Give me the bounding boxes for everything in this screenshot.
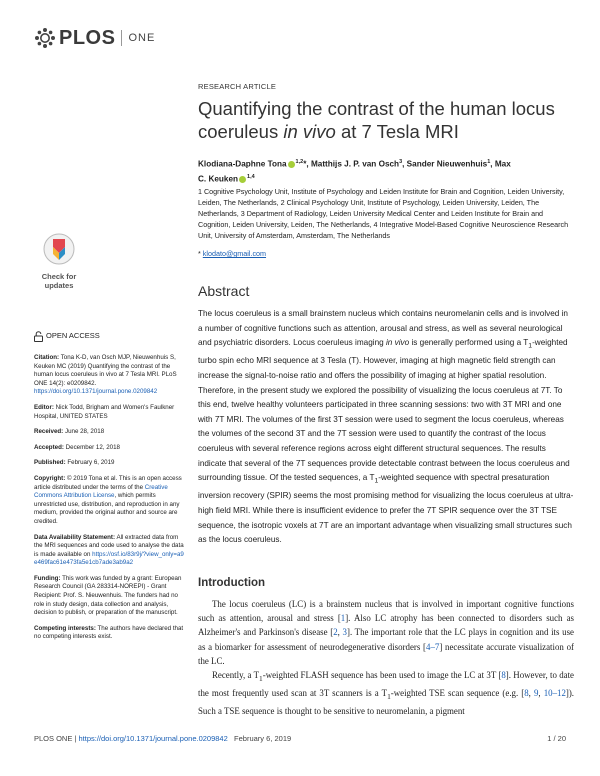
corresponding-email: * klodato@gmail.com — [198, 249, 267, 258]
ref-link[interactable]: 8 — [501, 670, 506, 681]
check-updates-icon — [43, 233, 75, 265]
data-link[interactable]: https://osf.io/83r9j/?view_only=a9e469fac61e473fa5e1cb7ade3ab9a2 — [34, 550, 184, 567]
ref-link[interactable]: 9 — [533, 688, 539, 698]
introduction-heading: Introduction — [198, 577, 266, 589]
orcid-icon[interactable] — [239, 176, 246, 183]
logo-divider — [121, 30, 122, 46]
footer-doi-link[interactable]: https://doi.org/10.1371/journal.pone.0209842 — [78, 734, 228, 743]
plos-one-logo — [34, 26, 155, 50]
footer-journal: PLOS ONE — [34, 734, 73, 743]
email-link[interactable]: klodato@gmail.com — [202, 249, 267, 258]
ref-link[interactable]: 2 — [333, 627, 338, 638]
affiliations: 1 Cognitive Psychology Unit, Institute of Psychology and Leiden Institute for Brain and Cognition, Leiden University, Leiden, The Netherlands, 2 Clinical Psychology Unit, Institute of Psychology, Leiden University, Leiden, The Netherlands, 3 Department of Radiology, Leiden University Medical Center and Leiden Institute for Brain and Cognition, Leiden University, Leiden, The Netherlands, 4 Integrative Model-Based Cognitive Neuroscience Research Unit, University of Amsterdam, Amsterdam, The Netherlands — [198, 187, 569, 240]
data-availability-block: Data Availability Statement: All extracted data from the MRI sequences and code used to analyse the data is made available on https://osf.io/83r9j/?view_only=a9e469fac61e473fa5e1cb7ade3ab9a2 — [34, 533, 184, 567]
author-name[interactable]: , Matthijs J. P. van Osch — [306, 159, 400, 169]
copyright-block: Copyright: © 2019 Tona et al. This is an open access article distributed under the terms of the Creative Commons Attribution License, which permits unrestricted use, distribution, and reproduction in any medium, provided the original author and source are credited. — [34, 474, 182, 525]
accepted-date: Accepted: December 12, 2018 — [34, 443, 121, 451]
plos-logo-icon — [34, 27, 56, 49]
author-name[interactable]: , Sander Nieuwenhuis — [402, 159, 488, 169]
published-date: Published: February 6, 2019 — [34, 459, 115, 467]
license-link[interactable]: Creative Commons Attribution License — [34, 483, 168, 500]
abstract-heading: Abstract — [198, 283, 250, 299]
ref-link[interactable]: 10–12 — [543, 688, 566, 698]
logo-journal: ONE — [128, 32, 156, 44]
citation-doi-link[interactable]: https://doi.org/10.1371/journal.pone.0209842 — [34, 388, 158, 396]
competing-interests-block: Competing interests: The authors have declared that no competing interests exist. — [34, 624, 184, 641]
check-for-updates-button[interactable]: Check for updates — [35, 233, 83, 290]
logo-brand: PLOS — [59, 26, 116, 49]
author-name[interactable]: Klodiana-Daphne Tona — [198, 159, 287, 169]
introduction-text: The locus coeruleus (LC) is a brainstem nucleus that is involved in important cognitive functions such as attention, arousal and stress [1]. Also LC atrophy has been connected to disorders such as Alzheimer's and Parkinson's disease [2, 3]. The important role that the LC plays in cognition and its use as a biomarker for assessment of neurodegenerative disorders [4–7] necessitate accurate visualization of the LC. Recently, a $T_1$-weighted FLASH sequence has been used to image the LC at 3T [8]. However, to date the most frequently used scan at 3T scanners is a $T_1$-weighted TSE scan sequence (e.g. [8, 9, 10–12]). Such a TSE sequence is thought to be sensitive to neuromelanin, a pigment — [198, 599, 575, 716]
abstract-text: The locus coeruleus is a small brainstem nucleus which contains neuromelanin cells and is involved in a number of cognitive functions such as attention, arousal and stress, as well as several neurological and psychiatric disorders. Locus coeruleus imaging in vivo is generally performed using a $T_1$-weighted turbo spin echo MRI sequence at 3 Tesla (T). However, imaging at high magnetic field strength can increase the signal-to-noise ratio and offers the possibility of imaging at higher spatial resolution. Therefore, in the present study we explored the possibility of visualizing the locus coeruleus at 7T. To this end, twelve healthy volunteers participated in three scanning sessions: two with 3T MRI and one with 7T MRI. The volumes of the first 3T session were used to segment the locus coeruleus, whereas the volumes of the second 3T and the 7T session were used to quantify the contrast of the locus coeruleus with several reference regions across eight different structural sequences. The results indicate that several of the 7T sequences provide detectable contrast between the locus coeruleus and surrounding tissue. Of the tested sequences, a $T_1$-weighted sequence with spectral presaturation inversion recovery (SPIR) seems the most promising method for visualizing the locus coeruleus at ultra-high field MRI. While there is insufficient evidence to prefer the 7T SPIR sequence over the 3T TSE sequence, the isotropic voxels at 7T are an important advantage when visualizing small structures such as the locus coeruleus. — [198, 309, 574, 545]
orcid-icon[interactable] — [288, 161, 295, 168]
received-date: Received: June 28, 2018 — [34, 428, 105, 436]
ref-link[interactable]: 3 — [342, 627, 347, 638]
article-title: Quantifying the contrast of the human locus coeruleus in vivo at 7 Tesla MRI — [198, 98, 555, 142]
open-access-badge: OPEN ACCESS — [34, 331, 184, 342]
page-footer: PLOS ONE | https://doi.org/10.1371/journal.pone.0209842 February 6, 2019 1 / 20 — [34, 734, 566, 743]
citation-block: Citation: Tona K-D, van Osch MJP, Nieuwenhuis S, Keuken MC (2019) Quantifying the contrast of the human locus coeruleus in vivo at 7 Tesla MRI. PLoS ONE 14(2): e0209842. https://doi.org/10.1371/journal.pone.0209842 — [34, 354, 177, 396]
ref-link[interactable]: 1 — [340, 613, 346, 624]
article-type: RESEARCH ARTICLE — [198, 82, 277, 91]
footer-date: February 6, 2019 — [234, 734, 292, 743]
editor-block: Editor: Nick Todd, Brigham and Women's Faulkner Hospital, UNITED STATES — [34, 403, 175, 420]
ref-link[interactable]: 4–7 — [426, 641, 440, 652]
author-name[interactable]: C. Keuken — [198, 174, 239, 184]
funding-block: Funding: This work was funded by a grant: European Research Council (GA 283314-NOREPI) - Grant Recipient: Prof. S. Nieuwenhuis. The funders had no role in study design, data collection and analysis, decision to publish, or preparation of the manuscript. — [34, 574, 182, 617]
open-lock-icon — [34, 331, 43, 342]
article-metadata-sidebar — [34, 331, 184, 649]
ref-link[interactable]: 8 — [524, 688, 529, 698]
author-list: Klodiana-Daphne Tona $^{1,2}$*, Matthijs J. P. van Osch$^3$, Sander Nieuwenhuis$^1$, Max C. Keuken $^{1,4}$ — [198, 159, 511, 184]
page-number: 1 / 20 — [547, 734, 566, 743]
